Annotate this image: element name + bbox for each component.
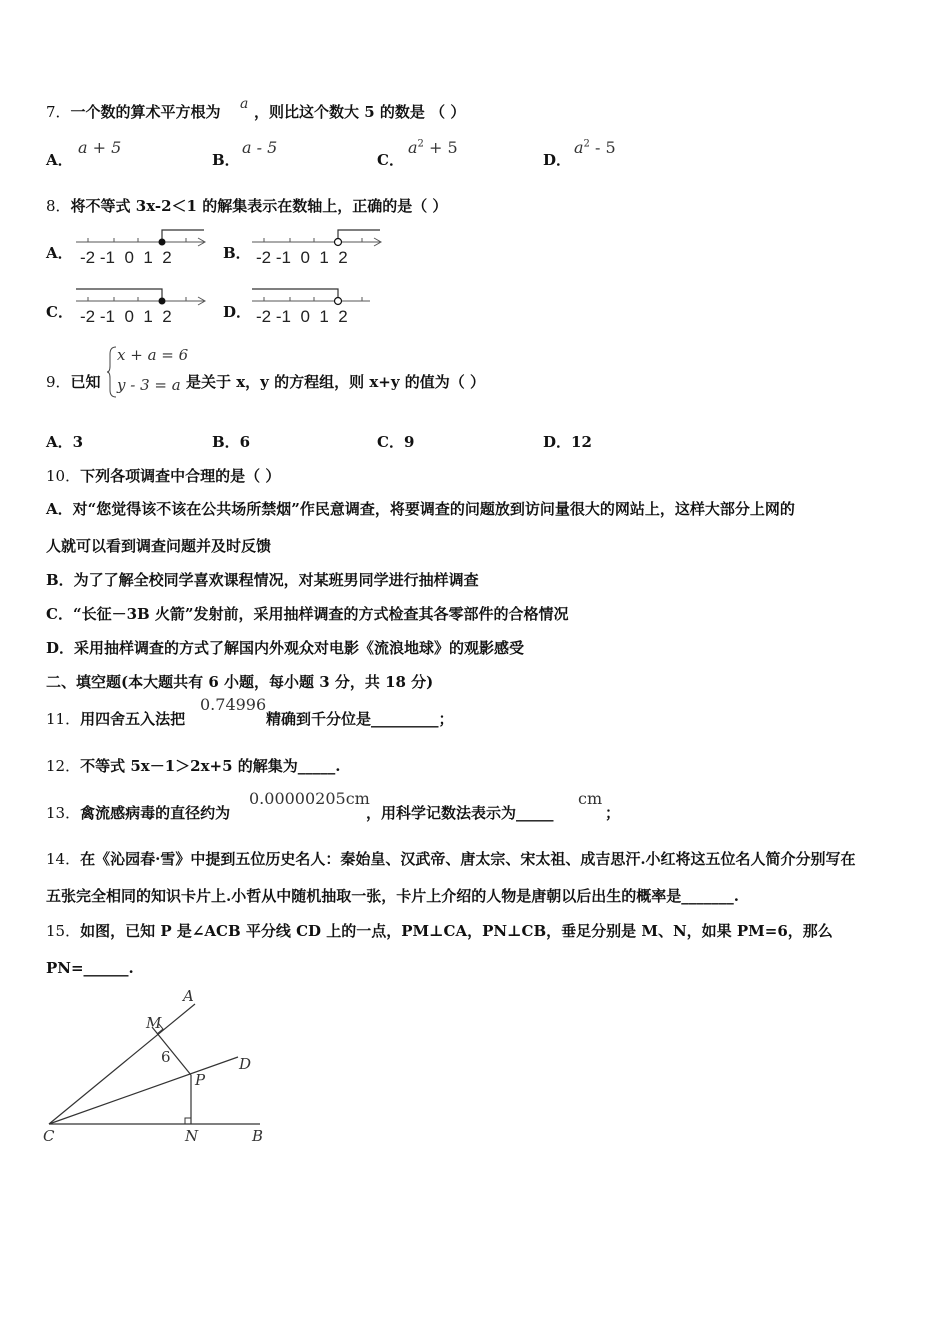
q7-text-b: ，则比这个数大 5 的数是 （ ） (254, 103, 466, 121)
label-d: D (239, 1055, 252, 1073)
q12-stem (46, 757, 340, 775)
q13-unit: cm (578, 789, 603, 808)
q7-option-a-label: A． (46, 151, 73, 169)
q11-number: 11． (46, 710, 81, 728)
ray-ca (49, 1004, 195, 1124)
label-m: M (146, 1014, 162, 1032)
q13-value: 0.00000205cm (249, 789, 370, 808)
q7-stem (46, 103, 221, 121)
label-b: B (252, 1127, 264, 1145)
q8-b-tick-labels: -2 -1 0 1 2 (256, 248, 348, 267)
q7-option-d-label: D． (543, 151, 572, 169)
q10-option-b: B．为了了解全校同学喜欢课程情况，对某班男同学进行抽样调查 (46, 571, 479, 589)
q8-option-c-label: C． (46, 303, 73, 321)
q7-option-a-expr: a + 5 (78, 138, 122, 157)
q7-option-b-expr: a - 5 (242, 138, 278, 157)
q15-number: 15． (46, 922, 81, 940)
q9-option-c: C．9 (377, 433, 415, 451)
q13-number: 13． (46, 804, 81, 822)
q9-option-a: A．3 (46, 433, 84, 451)
q10-number: 10． (46, 467, 81, 485)
ray-cd (49, 1057, 238, 1124)
q10-option-c: C．“长征－3B 火箭”发射前，采用抽样调查的方式检查其各零部件的合格情况 (46, 605, 569, 623)
q11-post: 精确到千分位是_________； (266, 710, 454, 728)
q10-option-d: D．采用抽样调查的方式了解国内外观众对电影《流浪地球》的观影感受 (46, 639, 525, 657)
label-a: A (183, 987, 194, 1005)
q14-text-line1: 在《沁园春·雪》中提到五位历史名人：秦始皇、汉武帝、唐太宗、宋太祖、成吉思汗.小红将这五位名人简介分别写在 (80, 850, 856, 868)
label-n: N (185, 1127, 199, 1145)
q7-option-c-label: C． (377, 151, 404, 169)
q14-line1 (46, 850, 856, 868)
q12-number: 12． (46, 757, 81, 775)
q8-a-tick-labels: -2 -1 0 1 2 (80, 248, 172, 267)
q10-text: 下列各项调查中合理的是（ ） (80, 467, 281, 485)
q10-option-a-line2: 人就可以看到调查问题并及时反馈 (46, 537, 272, 555)
q7-d-base: a (574, 138, 584, 157)
label-p: P (195, 1071, 206, 1089)
q15-line1 (46, 922, 833, 940)
q8-stem (46, 197, 447, 215)
segment-pm (152, 1027, 191, 1075)
q11-value: 0.74996 (200, 695, 267, 714)
q12-text: 不等式 5x－1＞2x+5 的解集为_____. (80, 757, 341, 775)
q13-post: ； (605, 804, 621, 822)
q14-number: 14． (46, 850, 81, 868)
q7-text-a: 一个数的算术平方根为 (70, 103, 221, 121)
q9-option-b: B．6 (212, 433, 251, 451)
q10-option-a-line1: A．对“您觉得该不该在公共场所禁烟”作民意调查，将要调查的问题放到访问量很大的网站上，这样大部分上网的 (46, 500, 795, 518)
q13-mid: ，用科学记数法表示为_____ (366, 804, 554, 822)
right-angle-n (185, 1118, 191, 1124)
q7-c-base: a (408, 138, 418, 157)
q15-geometry-figure (40, 985, 280, 1147)
q7-option-d-expr (574, 138, 616, 157)
q13-stem (46, 804, 230, 822)
q9-pre: 已知 (70, 373, 101, 391)
q15-line2: PN=______. (46, 959, 134, 977)
section-2-heading: 二、填空题(本大题共有 6 小题，每小题 3 分，共 18 分) (46, 673, 434, 691)
q8-c-tick-labels: -2 -1 0 1 2 (80, 307, 172, 326)
q7-option-b-label: B． (212, 151, 240, 169)
q11-stem (46, 710, 185, 728)
q8-d-tick-labels: -2 -1 0 1 2 (256, 307, 348, 326)
q9-stem-pre (46, 373, 101, 391)
q7-option-c-expr (408, 138, 458, 157)
q7-number: 7． (46, 103, 71, 121)
q11-pre: 用四舍五入法把 (80, 710, 186, 728)
q14-line2: 五张完全相同的知识卡片上.小哲从中随机抽取一张，卡片上介绍的人物是唐朝以后出生的概率是_______. (46, 887, 739, 905)
q7-c-rest: + 5 (423, 138, 458, 157)
label-6: 6 (161, 1048, 171, 1066)
q7-c-sup: 2 (417, 138, 424, 150)
q8-option-a-label: A． (46, 244, 73, 262)
q9-post: 是关于 x，y 的方程组，则 x+y 的值为（ ） (186, 373, 485, 391)
label-c: C (43, 1127, 55, 1145)
q10-stem (46, 467, 280, 485)
q13-pre: 禽流感病毒的直径约为 (80, 804, 231, 822)
q15-text-line1: 如图，已知 P 是∠ACB 平分线 CD 上的一点，PM⊥CA，PN⊥CB，垂足分别是 M、N，如果 PM=6，那么 (80, 922, 833, 940)
q9-eq1: x + a = 6 (117, 346, 189, 364)
q8-number: 8． (46, 197, 71, 215)
q7-var: a (240, 96, 249, 112)
q8-option-b-label: B． (223, 244, 251, 262)
q9-option-d: D．12 (543, 433, 592, 451)
q9-number: 9． (46, 373, 71, 391)
q9-eq2: y - 3 = a (117, 376, 181, 394)
q7-d-sup: 2 (583, 138, 590, 150)
q7-d-rest: - 5 (589, 138, 616, 157)
q8-option-d-label: D． (223, 303, 252, 321)
q8-text: 将不等式 3x-2＜1 的解集表示在数轴上，正确的是（ ） (70, 197, 448, 215)
